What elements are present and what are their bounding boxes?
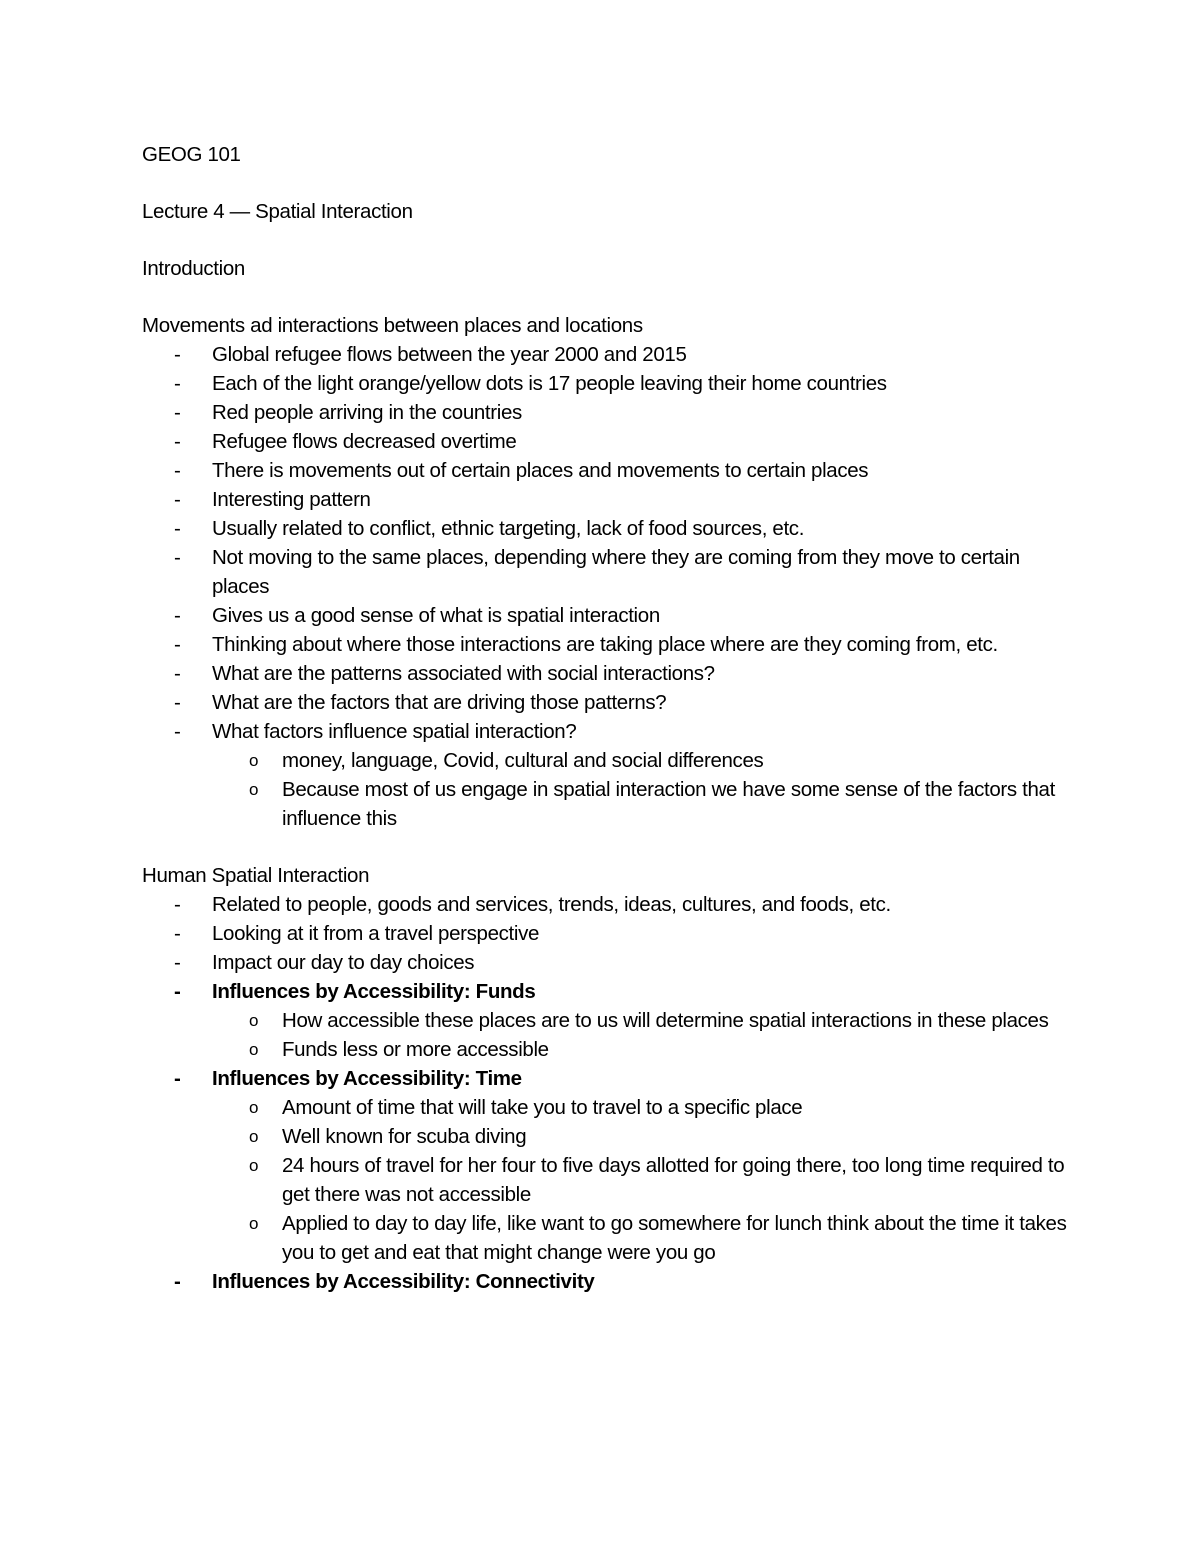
lecture-title: Lecture 4 — Spatial Interaction	[142, 200, 413, 223]
circle-bullet: o	[249, 780, 259, 799]
list-item-time: - Influences by Accessibility: Time	[142, 1064, 1082, 1093]
dash-bullet: -	[174, 980, 181, 1003]
list-item: - Gives us a good sense of what is spatial interaction	[142, 601, 1082, 630]
dash-bullet: -	[174, 951, 181, 974]
dash-bullet: -	[174, 662, 181, 685]
sub-list-item: o Amount of time that will take you to travel to a specific place	[142, 1093, 1082, 1122]
dash-bullet: -	[174, 430, 181, 453]
list-item: - Usually related to conflict, ethnic targeting, lack of food sources, etc.	[142, 514, 1082, 543]
circle-bullet: o	[249, 1098, 259, 1117]
dash-bullet: -	[174, 372, 181, 395]
sub-list-item: o Because most of us engage in spatial interaction we have some sense of the factors that influence this	[142, 775, 1082, 833]
sub-list-item: o Applied to day to day life, like want to go somewhere for lunch think about the time it takes you to get and eat that might change were you go	[142, 1209, 1082, 1267]
dash-bullet: -	[174, 633, 181, 656]
dash-bullet: -	[174, 488, 181, 511]
list-item: - Thinking about where those interactions are taking place where are they coming from, etc.	[142, 630, 1082, 659]
dash-bullet: -	[174, 893, 181, 916]
dash-bullet: -	[174, 691, 181, 714]
sub-list-item: o Funds less or more accessible	[142, 1035, 1082, 1064]
list-item: - What are the factors that are driving those patterns?	[142, 688, 1082, 717]
list-item-funds: - Influences by Accessibility: Funds	[142, 977, 1082, 1006]
dash-bullet: -	[174, 459, 181, 482]
sub-list-item: o 24 hours of travel for her four to five days allotted for going there, too long time required to get there was not accessible	[142, 1151, 1082, 1209]
dash-bullet: -	[174, 1270, 181, 1293]
circle-bullet: o	[249, 1127, 259, 1146]
circle-bullet: o	[249, 751, 259, 770]
intro-list	[142, 340, 1082, 833]
section-heading-human-spatial-interaction: Human Spatial Interaction	[142, 864, 370, 887]
dash-bullet: -	[174, 517, 181, 540]
dash-bullet: -	[174, 343, 181, 366]
dash-bullet: -	[174, 401, 181, 424]
list-item: - Looking at it from a travel perspective	[142, 919, 1082, 948]
dash-bullet: -	[174, 546, 181, 569]
list-item-connectivity: - Influences by Accessibility: Connectivity	[142, 1267, 1082, 1296]
sub-list-item: o How accessible these places are to us will determine spatial interactions in these places	[142, 1006, 1082, 1035]
dash-bullet: -	[174, 720, 181, 743]
list-item: - Global refugee flows between the year 2000 and 2015	[142, 340, 1082, 369]
list-item: - Not moving to the same places, depending where they are coming from they move to certain places	[142, 543, 1082, 601]
circle-bullet: o	[249, 1214, 259, 1233]
list-item: - What factors influence spatial interaction?	[142, 717, 1082, 746]
human-list	[142, 890, 1082, 1296]
circle-bullet: o	[249, 1040, 259, 1059]
list-item: - Related to people, goods and services, trends, ideas, cultures, and foods, etc.	[142, 890, 1082, 919]
section-heading-introduction: Introduction	[142, 257, 245, 280]
document-page	[142, 140, 1082, 1296]
dash-bullet: -	[174, 1067, 181, 1090]
sub-list-item: o money, language, Covid, cultural and social differences	[142, 746, 1082, 775]
dash-bullet: -	[174, 604, 181, 627]
course-title: GEOG 101	[142, 143, 241, 166]
sub-list-item: o Well known for scuba diving	[142, 1122, 1082, 1151]
list-item: - Each of the light orange/yellow dots is 17 people leaving their home countries	[142, 369, 1082, 398]
dash-bullet: -	[174, 922, 181, 945]
intro-heading: Movements ad interactions between places and locations	[142, 314, 643, 337]
circle-bullet: o	[249, 1156, 259, 1175]
circle-bullet: o	[249, 1011, 259, 1030]
list-item: - Interesting pattern	[142, 485, 1082, 514]
list-item: - Red people arriving in the countries	[142, 398, 1082, 427]
list-item: - There is movements out of certain places and movements to certain places	[142, 456, 1082, 485]
list-item: - What are the patterns associated with social interactions?	[142, 659, 1082, 688]
list-item: - Refugee flows decreased overtime	[142, 427, 1082, 456]
list-item: - Impact our day to day choices	[142, 948, 1082, 977]
